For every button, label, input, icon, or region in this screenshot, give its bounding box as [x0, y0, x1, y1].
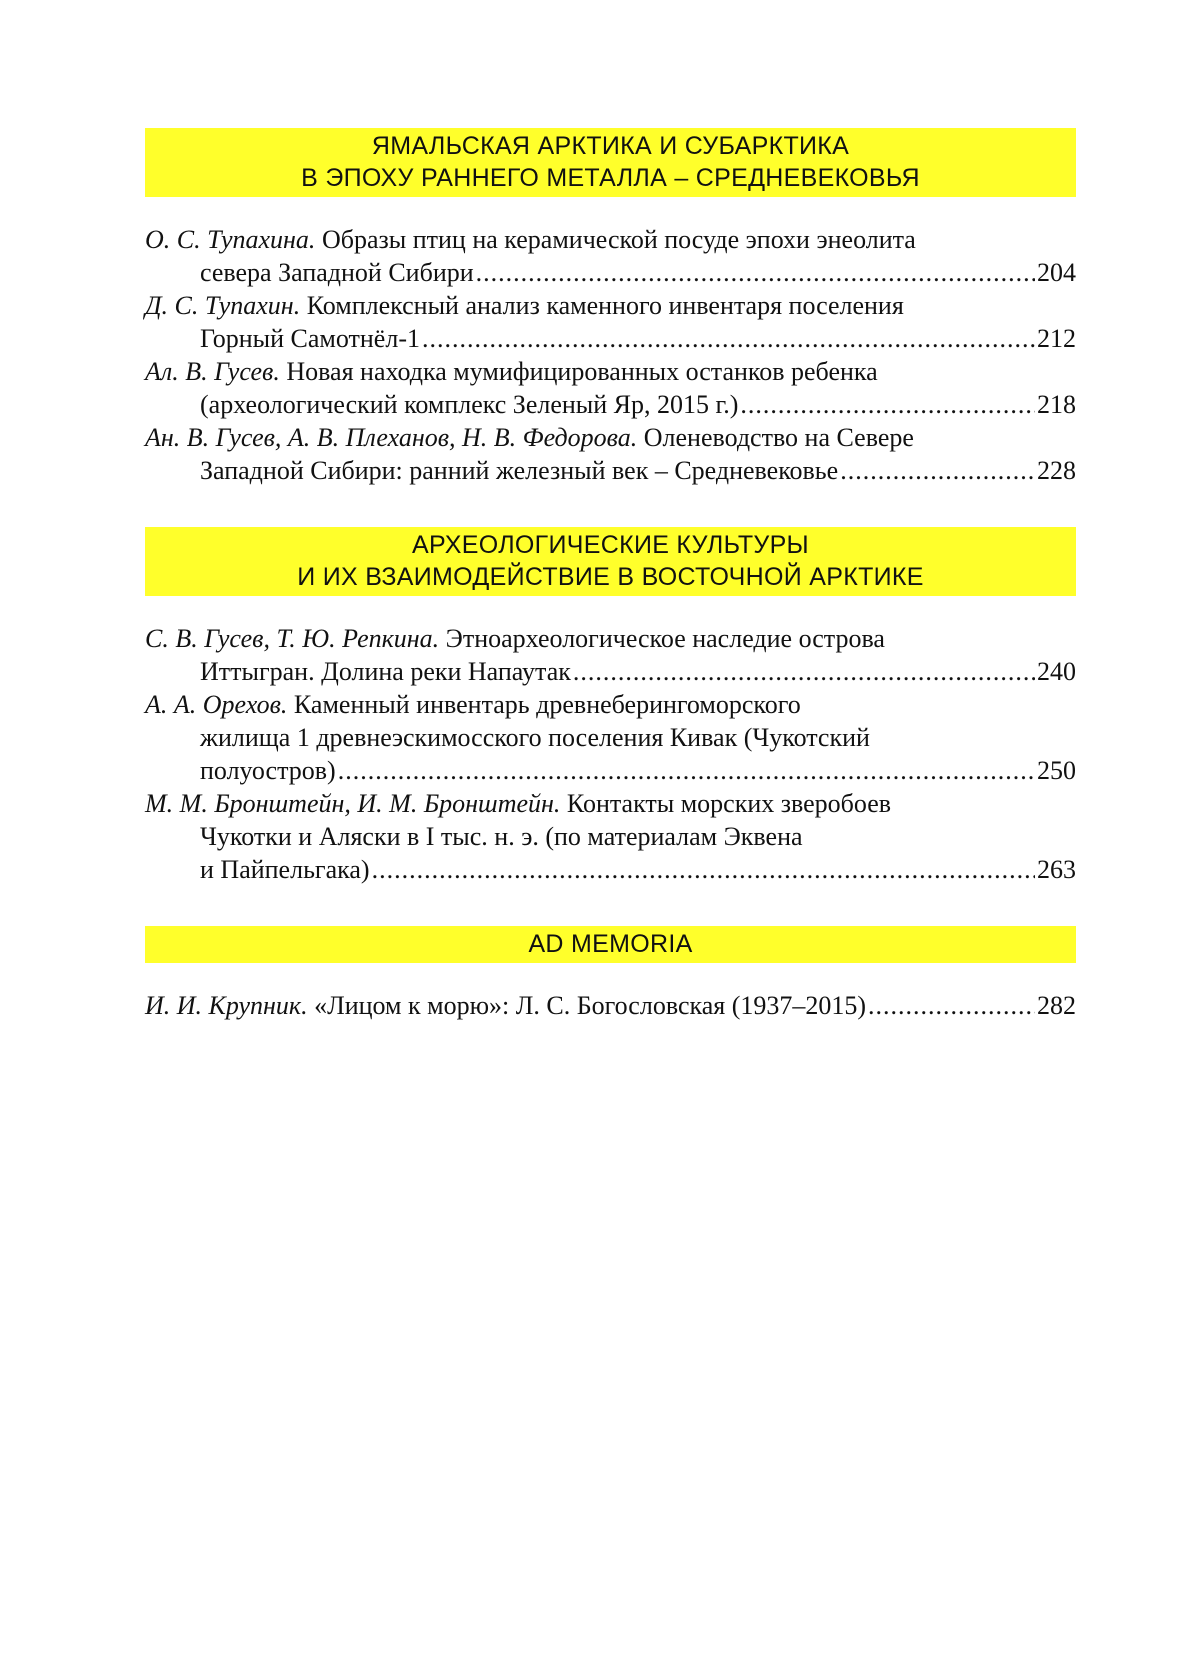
leader-dots — [573, 655, 1035, 688]
toc-entry[interactable] — [145, 421, 1076, 487]
toc-entry[interactable] — [145, 355, 1076, 421]
entry-page-number: 212 — [1037, 324, 1076, 353]
entry-author: М. М. Бронштейн, И. М. Бронштейн. — [145, 789, 561, 818]
section-heading-line: AD MEMORIA — [528, 930, 693, 958]
entry-author: И. И. Крупник. — [145, 991, 308, 1020]
leader-dots — [740, 388, 1035, 421]
entry-title: Образы птиц на керамической посуде эпохи энеолита — [321, 225, 916, 254]
leader-dots — [476, 256, 1035, 289]
entry-title: Новая находка мумифицированных останков ребенка — [286, 357, 878, 386]
section-heading-line: АРХЕОЛОГИЧЕСКИЕ КУЛЬТУРЫ — [411, 531, 809, 559]
leader-dots — [372, 853, 1035, 886]
section-heading-line: И ИХ ВЗАИМОДЕЙСТВИЕ В ВОСТОЧНОЙ АРКТИКЕ — [297, 563, 924, 591]
toc-entry[interactable] — [145, 787, 1076, 886]
entry-title-end: Иттыгран. Долина реки Напаутак — [200, 657, 571, 686]
section-heading-line: В ЭПОХУ РАННЕГО МЕТАЛЛА – СРЕДНЕВЕКОВЬЯ — [301, 164, 920, 192]
entry-title-end: и Пайпельгака) — [200, 855, 370, 884]
entry-title-end: Западной Сибири: ранний железный век – Средневековье — [200, 456, 839, 485]
toc-section — [145, 128, 1076, 487]
section-heading-line: ЯМАЛЬСКАЯ АРКТИКА И СУБАРКТИКА — [371, 132, 850, 160]
entry-page-number: 263 — [1037, 855, 1076, 884]
entry-title-end: (археологический комплекс Зеленый Яр, 2015 г.) — [200, 390, 739, 419]
entry-page-number: 218 — [1037, 390, 1076, 419]
entry-title-end: Горный Самотнёл-1 — [200, 324, 420, 353]
entry-title: Контакты морских зверобоев — [566, 789, 892, 818]
leader-dots — [422, 322, 1035, 355]
toc-entry[interactable] — [145, 223, 1076, 289]
entry-author: Ал. В. Гусев. — [145, 357, 280, 386]
section-heading — [145, 128, 1076, 197]
toc-entry[interactable] — [145, 622, 1076, 688]
toc-entry[interactable] — [145, 989, 1076, 1022]
entry-title-continued: жилища 1 древнеэскимосского поселения Кивак (Чукотский — [200, 723, 870, 752]
table-of-contents — [145, 128, 1076, 1062]
entry-title: Оленеводство на Севере — [643, 423, 914, 452]
section-heading — [145, 926, 1076, 963]
leader-dots — [840, 454, 1035, 487]
toc-entry[interactable] — [145, 688, 1076, 787]
entry-author: С. В. Гусев, Т. Ю. Репкина. — [145, 624, 440, 653]
entry-title-end: севера Западной Сибири — [200, 258, 474, 287]
entry-title: Комплексный анализ каменного инвентаря поселения — [306, 291, 904, 320]
entry-title: Этноархеологическое наследие острова — [445, 624, 885, 653]
entry-title-end: «Лицом к морю»: Л. С. Богословская (1937–2015) — [314, 991, 867, 1020]
entry-page-number: 282 — [1037, 991, 1076, 1020]
entry-page-number: 240 — [1037, 657, 1076, 686]
entry-author: О. С. Тупахина. — [145, 225, 316, 254]
toc-section — [145, 527, 1076, 886]
toc-entry[interactable] — [145, 289, 1076, 355]
entry-title: Каменный инвентарь древнеберингоморского — [293, 690, 801, 719]
entry-title-end: полуостров) — [200, 756, 336, 785]
entry-author: Д. С. Тупахин. — [145, 291, 301, 320]
entry-page-number: 204 — [1037, 258, 1076, 287]
entry-page-number: 228 — [1037, 456, 1076, 485]
section-heading — [145, 527, 1076, 596]
toc-section — [145, 926, 1076, 1022]
leader-dots — [868, 989, 1035, 1022]
entry-page-number: 250 — [1037, 756, 1076, 785]
entry-author: Ан. В. Гусев, А. В. Плеханов, Н. В. Федорова. — [145, 423, 638, 452]
leader-dots — [338, 754, 1035, 787]
entry-author: А. А. Орехов. — [145, 690, 288, 719]
entry-title-continued: Чукотки и Аляски в I тыс. н. э. (по материалам Эквена — [200, 822, 803, 851]
